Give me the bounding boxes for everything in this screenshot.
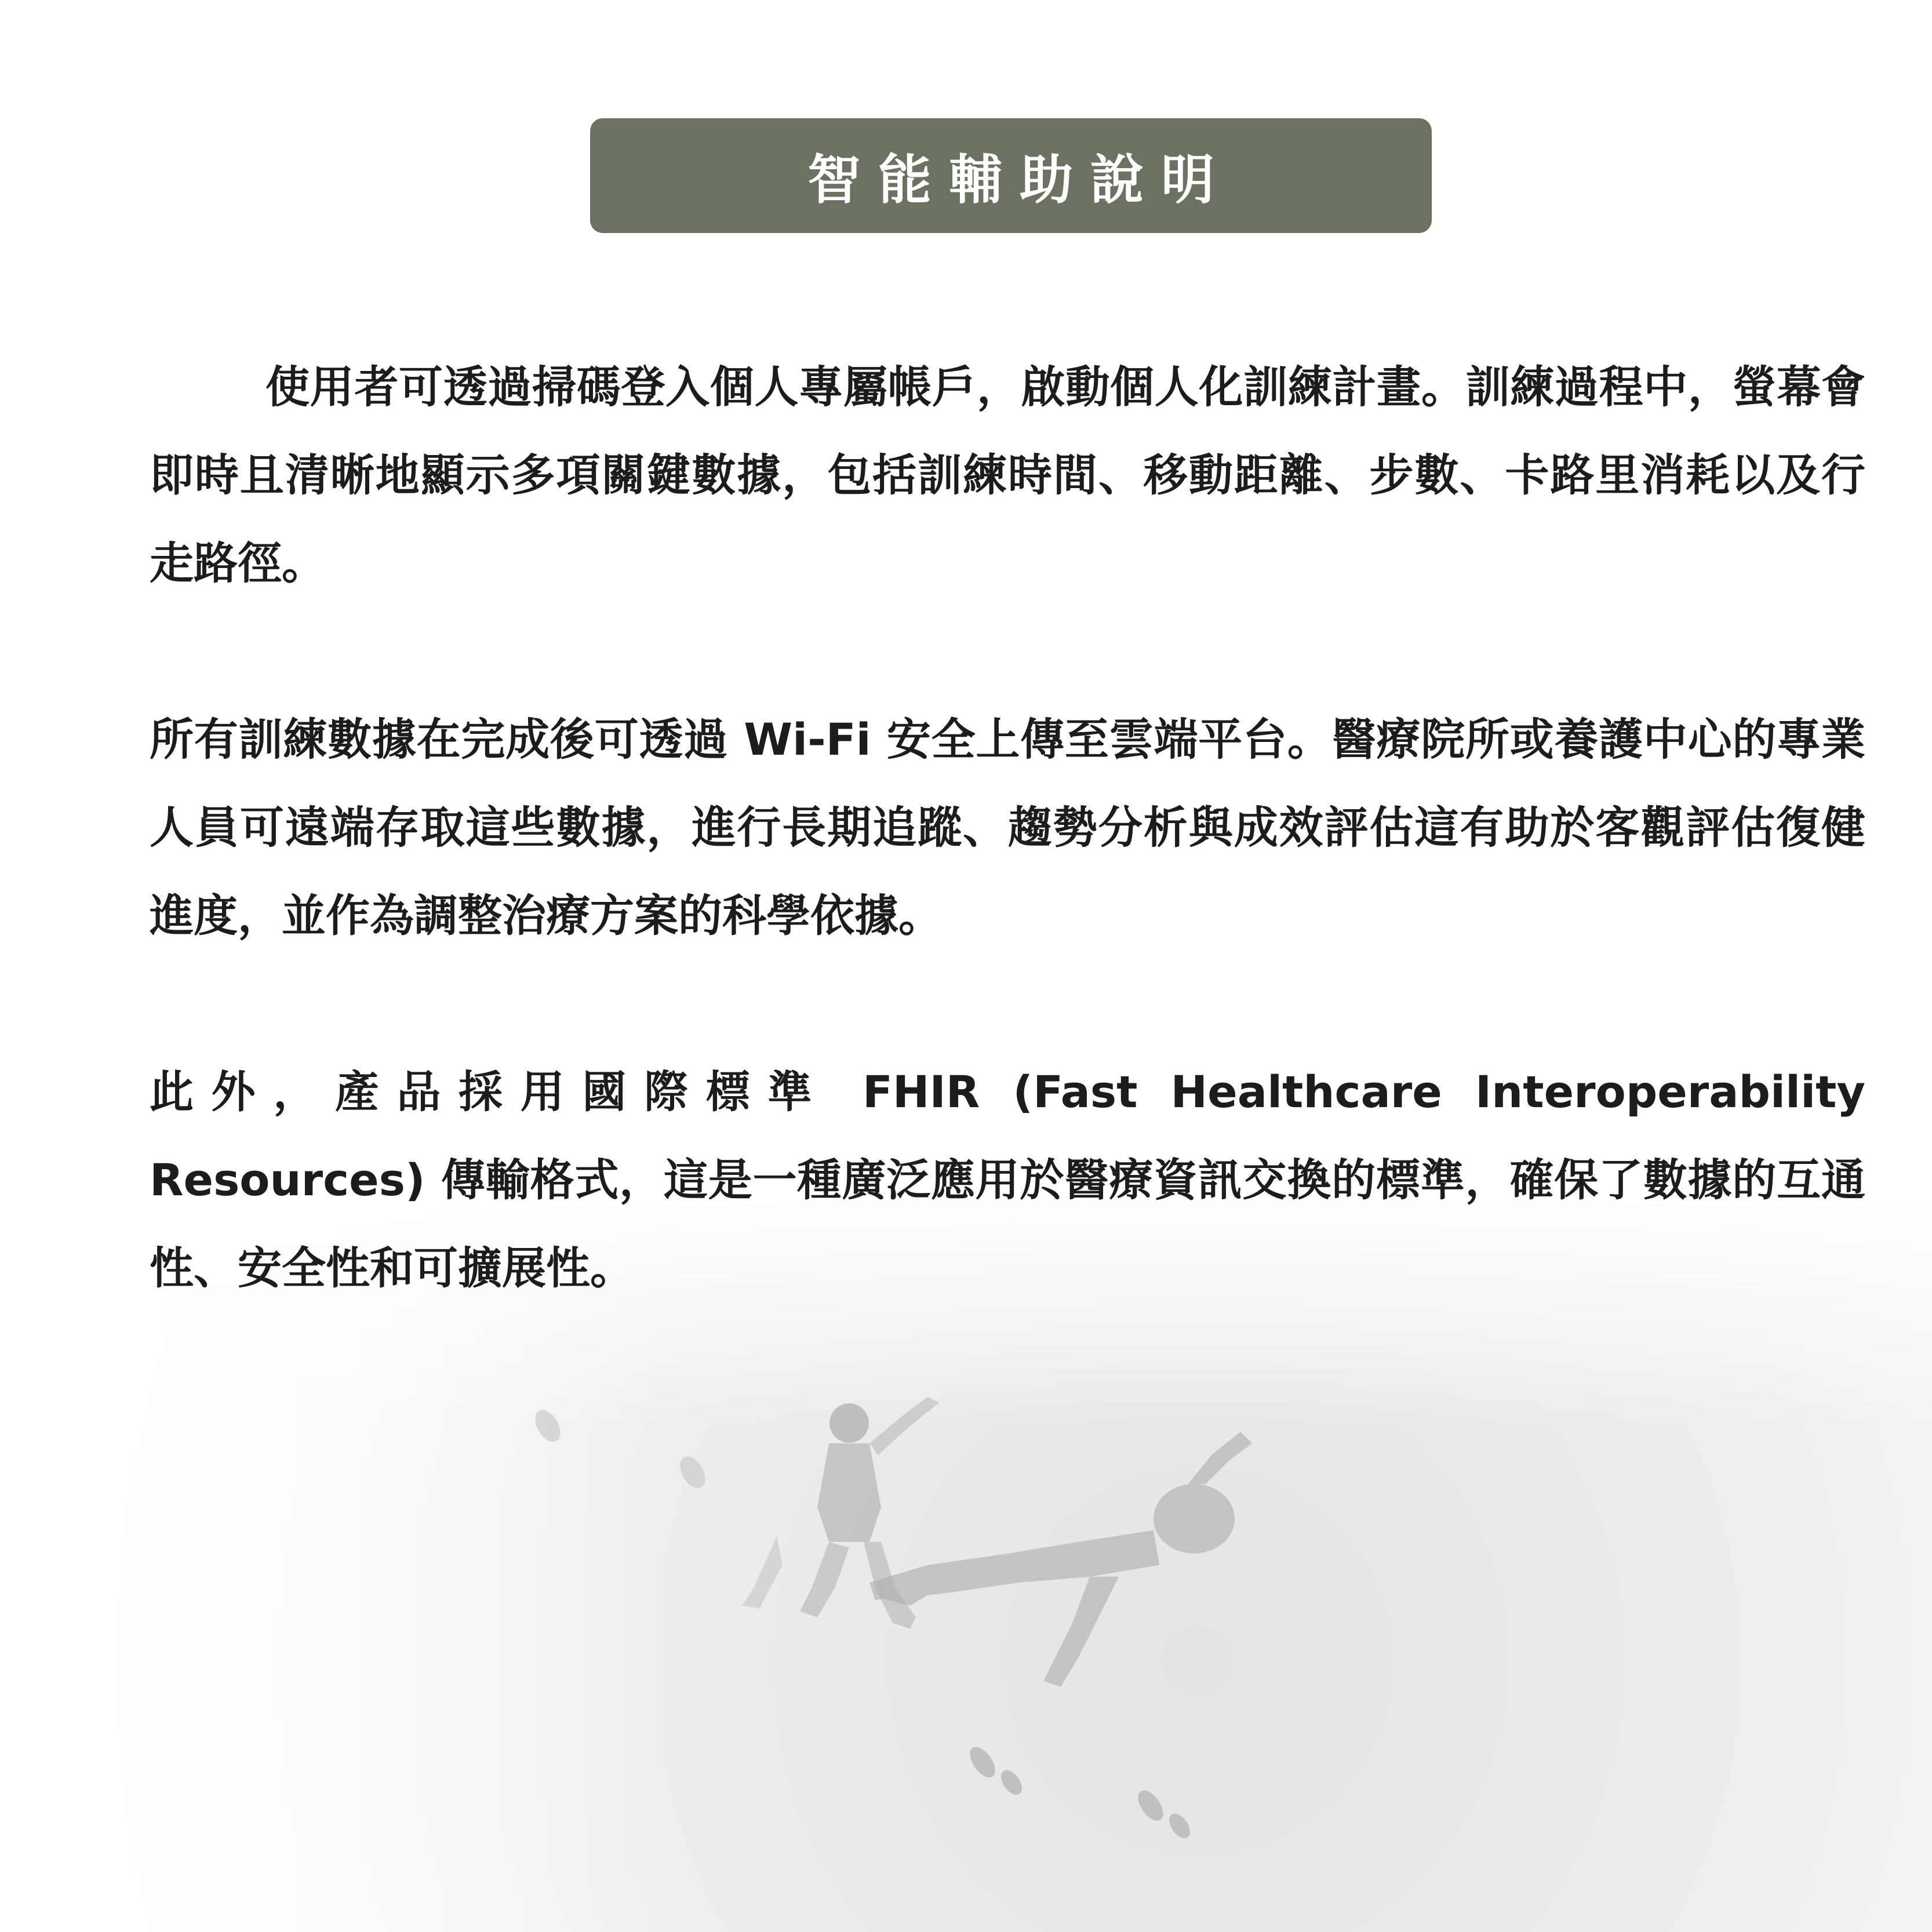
paragraph-cloud-upload: 所有訓練數據在完成後可透過 Wi-Fi 安全上傳至雲端平台。醫療院所或養護中心的專業人員可遠端存取這些數據，進行長期追蹤、趨勢分析與成效評估這有助於客觀評估復健進度，並作為調整治療方案的科學依據。 xyxy=(150,714,1865,941)
body-content xyxy=(150,343,1865,1312)
paragraph-login-training: 使用者可透過掃碼登入個人專屬帳戶，啟動個人化訓練計畫。訓練過程中，螢幕會即時且清晰地顯示多項關鍵數據，包括訓練時間、移動距離、步數、卡路里消耗以及行走路徑。 xyxy=(150,361,1865,589)
page-title: 智能輔助說明 xyxy=(807,149,1232,211)
paragraph-fhir-standard: 此外，產品採用國際標準 FHIR (Fast Healthcare Interoperability Resources) 傳輸格式，這是一種廣泛應用於醫療資訊交換的標準，確保了數據的互通性、安全性和可擴展性。 xyxy=(150,1066,1865,1294)
title-banner xyxy=(590,118,1432,233)
